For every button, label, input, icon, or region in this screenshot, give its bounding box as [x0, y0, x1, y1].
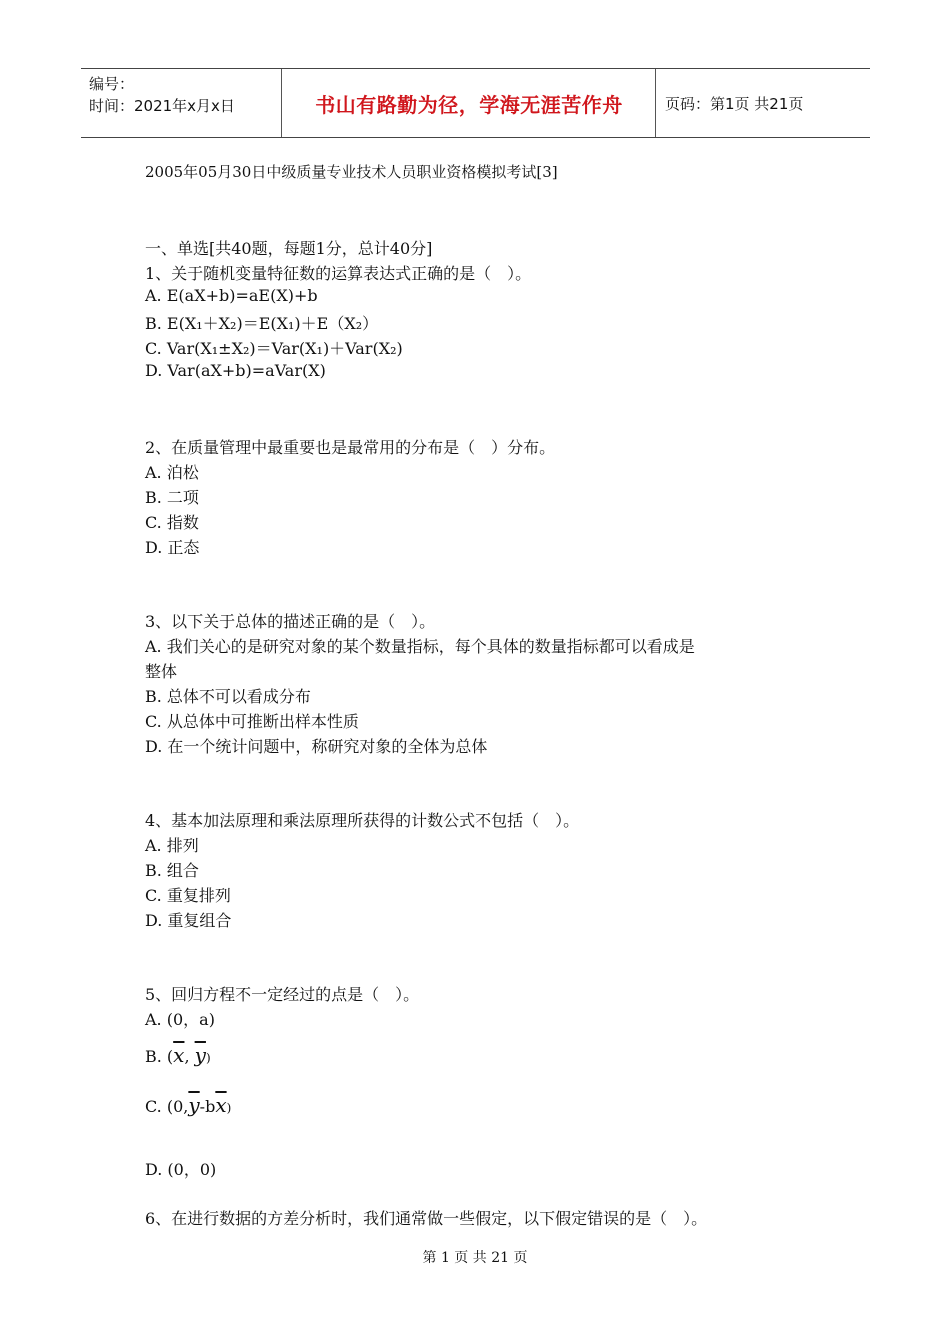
option-d: D. 重复组合 — [145, 911, 232, 930]
y-bar-symbol: $\overline{y}$ — [194, 1043, 206, 1067]
option-b — [145, 1043, 211, 1067]
question-stem: 3、以下关于总体的描述正确的是（ ）。 — [145, 612, 436, 631]
option-b: B. E(X₁＋X₂)＝E(X₁)＋E（X₂） — [145, 314, 379, 333]
option-a: A. (0，a) — [145, 1010, 215, 1029]
option-d: D. Var(aX+b)=aVar(X) — [145, 361, 326, 380]
option-b-prefix: B. ( — [145, 1047, 174, 1066]
question-stem: 4、基本加法原理和乘法原理所获得的计数公式不包括（ ）。 — [145, 811, 580, 830]
option-b-suffix: ) — [205, 1051, 211, 1065]
option-d: D. 在一个统计问题中，称研究对象的全体为总体 — [145, 737, 488, 756]
document-title: 2005年05月30日中级质量专业技术人员职业资格模拟考试[3] — [145, 163, 558, 181]
x-bar-symbol: $\overline{x}$ — [215, 1093, 227, 1117]
option-b: B. 组合 — [145, 861, 199, 880]
header-divider — [655, 69, 656, 137]
option-a: A. E(aX+b)=aE(X)+b — [145, 286, 318, 305]
header-motto: 书山有路勤为径，学海无涯苦作舟 — [315, 92, 623, 117]
option-a: A. 我们关心的是研究对象的某个数量指标，每个具体的数量指标都可以看成是 — [145, 637, 695, 656]
option-c: C. 重复排列 — [145, 886, 231, 905]
option-c: C. 指数 — [145, 513, 199, 532]
time-label: 时间：2021年x月x日 — [89, 97, 235, 115]
option-c-suffix: ) — [226, 1101, 232, 1115]
code-label: 编号： — [89, 75, 135, 93]
section-heading: 一、单选[共40题，每题1分，总计40分] — [145, 239, 433, 258]
header-divider — [281, 69, 282, 137]
option-d: D. 正态 — [145, 538, 200, 557]
option-a: A. 排列 — [145, 836, 199, 855]
question-stem: 5、回归方程不一定经过的点是（ ）。 — [145, 985, 420, 1004]
page-header — [81, 68, 870, 138]
page-number-label: 页码：第1页 共21页 — [665, 94, 804, 113]
option-c: C. Var(X₁±X₂)＝Var(X₁)＋Var(X₂) — [145, 339, 403, 358]
y-bar-symbol: $\overline{y}$ — [188, 1093, 200, 1117]
option-c-minus-b: -b — [199, 1097, 216, 1116]
option-a-continuation: 整体 — [145, 662, 178, 681]
option-c — [145, 1093, 231, 1117]
header-meta — [89, 73, 279, 117]
question-stem: 2、在质量管理中最重要也是最常用的分布是（ ）分布。 — [145, 438, 556, 457]
option-b: B. 二项 — [145, 488, 199, 507]
question-stem: 1、关于随机变量特征数的运算表达式正确的是（ ）。 — [145, 264, 532, 283]
x-bar-symbol: $\overline{x}$ — [173, 1043, 185, 1067]
option-a: A. 泊松 — [145, 463, 199, 482]
question-stem: 6、在进行数据的方差分析时，我们通常做一些假定，以下假定错误的是（ ）。 — [145, 1209, 708, 1228]
page-footer: 第 1 页 共 21 页 — [422, 1250, 528, 1266]
option-b-separator: , — [184, 1047, 195, 1066]
option-b: B. 总体不可以看成分布 — [145, 687, 311, 706]
option-c: C. 从总体中可推断出样本性质 — [145, 712, 359, 731]
option-c-prefix: C. (0, — [145, 1097, 189, 1116]
option-d: D. (0，0) — [145, 1160, 217, 1179]
